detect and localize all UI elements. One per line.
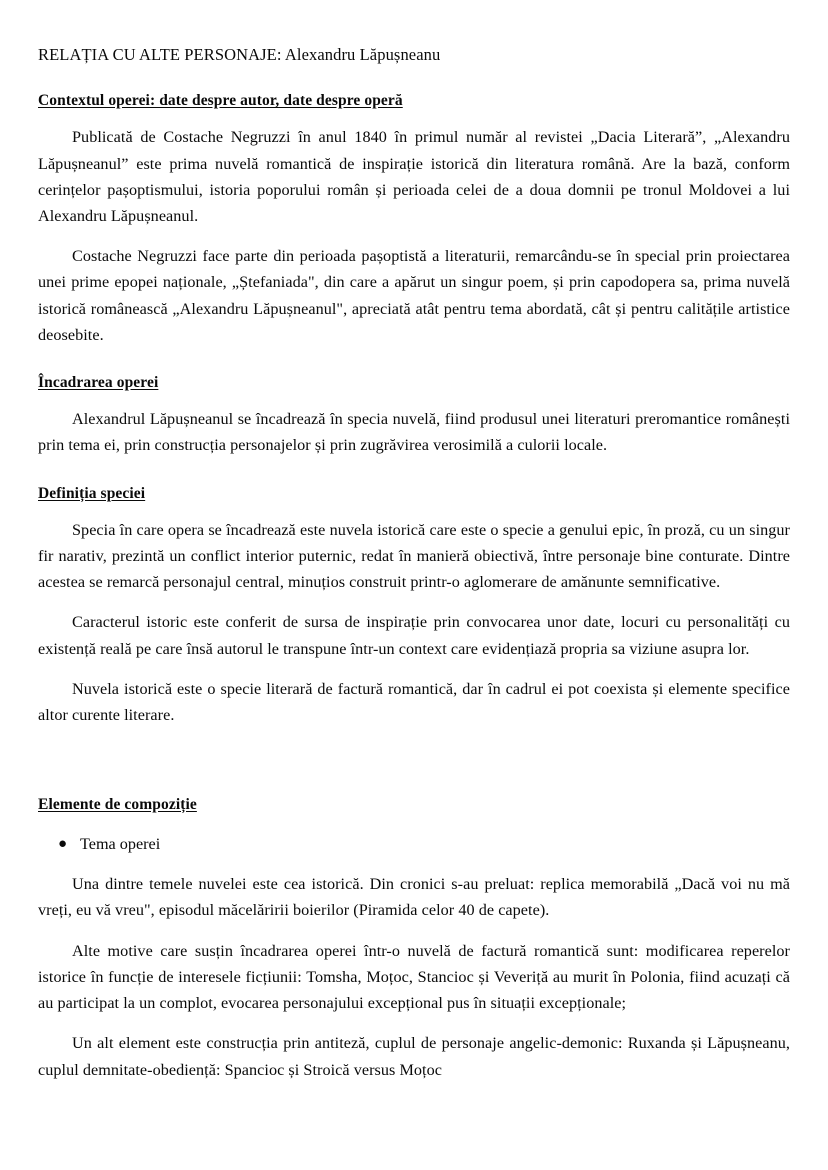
section-heading-elemente-de-compozitie: Elemente de compoziție [38,796,197,814]
paragraph: Alte motive care susțin încadrarea operei într-o nuvelă de factură romantică sunt: modificarea reperelor istorice în funcție de interesele ficțiunii: Tomsha, Moțoc, Stancioc și Veveriță au murit în Polonia, fiind acuzați că au participat la un complot, evocarea personajului excepțional pus în situații excepționale; [38,941,790,1013]
paragraph: Un alt element este construcția prin antiteză, cuplul de personaje angelic-demonic: Ruxanda și Lăpușneanu, cuplul demnitate-obediență: Spancioc și Stroică versus Moțoc [38,1034,790,1079]
section-heading-incadrarea-operei: Încadrarea operei [38,374,159,392]
bullet-list [38,832,790,858]
section-heading-contextul-operei: Contextul operei: date despre autor, date despre operă [38,92,403,110]
list-item [38,832,790,858]
paragraph: Caracterul istoric este conferit de sursa de inspirație prin convocarea unor date, locuri cu personalități cu existență reală pe care însă autorul le transpune într-un context care evidențiază propria sa viziune asupra lor. [38,613,790,658]
paragraph: Nuvela istorică este o specie literară de factură romantică, dar în cadrul ei pot coexista și elemente specifice altor curente literare. [38,679,790,725]
page-title: RELAȚIA CU ALTE PERSONAJE: Alexandru Lăpușneanu [38,45,441,64]
section-gap [38,728,790,770]
section-heading-definitia-speciei: Definiția speciei [38,484,146,502]
bullet-point-icon: ● [58,836,68,853]
paragraph: Publicată de Costache Negruzzi în anul 1840 în primul număr al revistei „Dacia Literară”, „Alexandru Lăpușneanul” este prima nuvelă romantică de inspirație istorică din literatura română. Are la bază, conform cerințelor pașoptismului, istoria poporului român și perioada celei de a doua domnii pe tronul Moldovei a lui Alexandru Lăpușneanul. [38,128,790,225]
paragraph: Una dintre temele nuvelei este cea istorică. Din cronici s-au preluat: replica memorabilă „Dacă voi nu mă vreți, eu vă vreu", episodul măcelăririi boierilor (Piramida celor 40 de capete). [38,875,790,920]
paragraph: Costache Negruzzi face parte din perioada pașoptistă a literaturii, remarcându-se în special prin proiectarea unei prime epopei naționale, „Ștefaniada", din care a apărut un singur poem, și prin capodopera sa, prima nuvelă istorică românească „Alexandru Lăpușneanul", apreciată atât pentru tema abordată, cât și pentru calitățile artistice deosebite. [38,247,790,344]
paragraph: Alexandrul Lăpușneanul se încadrează în specia nuvelă, fiind produsul unei literaturi preromantice românești prin tema ei, prin construcția personajelor și prin zugrăvirea verosimilă a culorii locale. [38,410,790,455]
list-item-label: Tema operei [80,835,161,854]
paragraph: Specia în care opera se încadrează este nuvela istorică care este o specie a genului epic, în proză, cu un singur fir narativ, prezintă un conflict interior puternic, redat în manieră obiectivă, între personaje bine conturate. Dintre acestea se remarcă personajul central, minuțios construit printr-o aglomerare de amănunte semnificative. [38,520,790,592]
